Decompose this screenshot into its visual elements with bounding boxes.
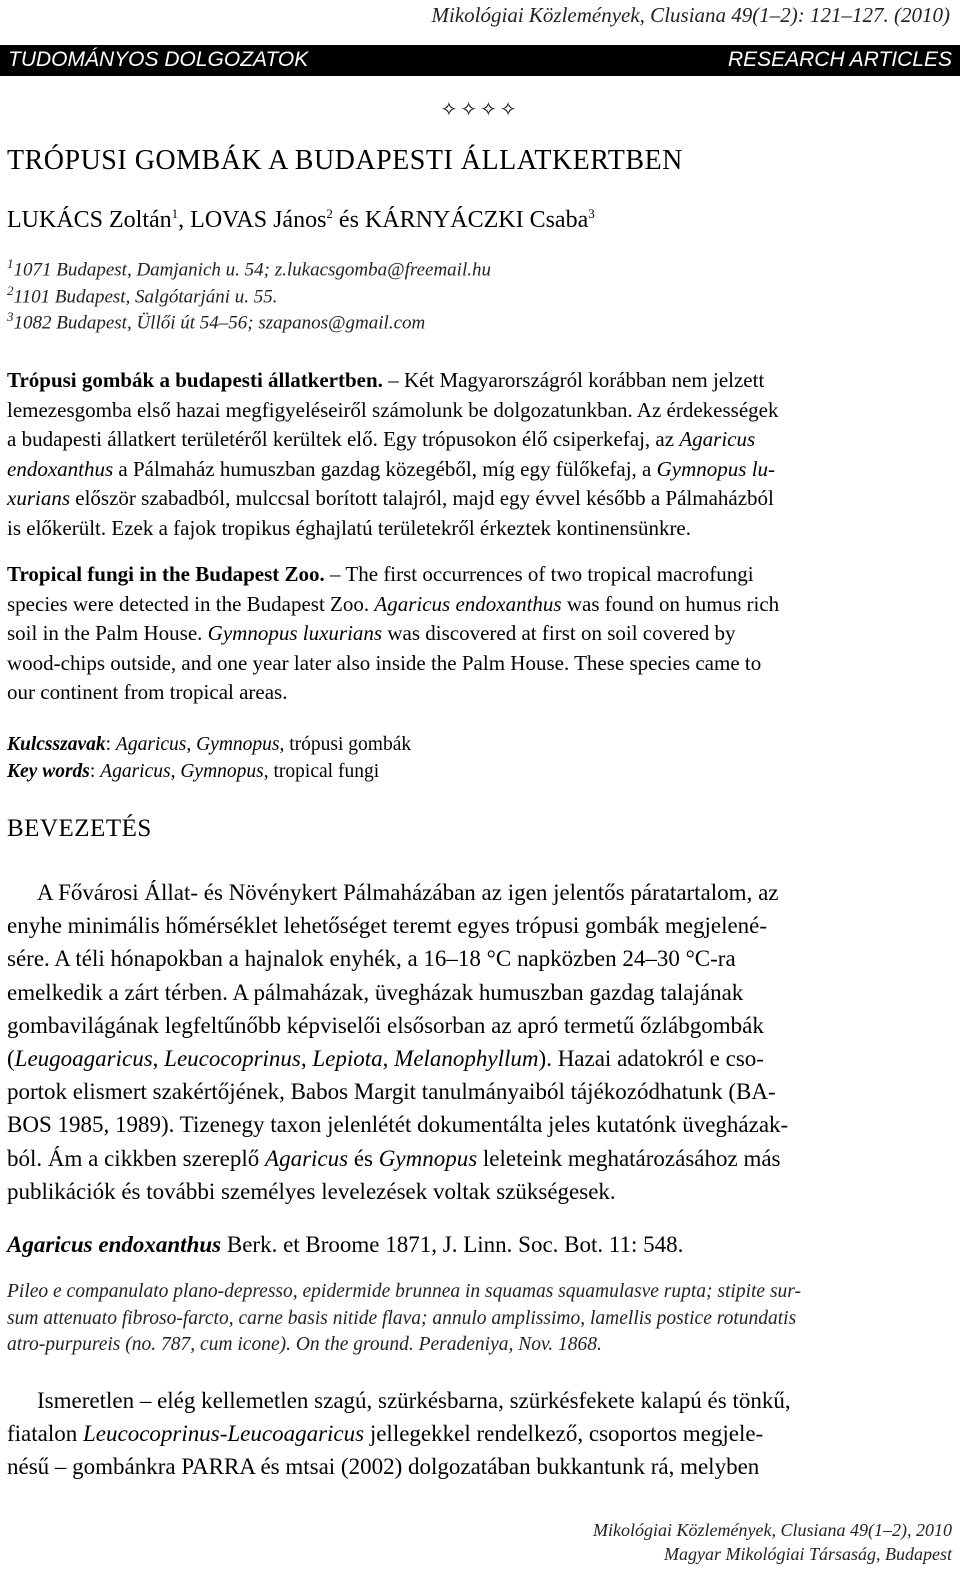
abstract-hungarian: Trópusi gombák a budapesti állatkertben. – Két Magyarországról korábban nem jelzett lemezesgomba első hazai megfigyeléseiről számolunk be dolgozatunkban. Az érdekességek a budapesti állatkert területéről kerültek elő. Egy trópusokon élő csiperkefaj, az Agaricus endoxanthus a Pálmaház humuszban gazdag közegéből, míg egy fülőkefaj, a Gymnopus lu- xurians először szabadból, mulccsal borított talajról, majd egy évvel később a Pálmaházból is előkerült. Ezek a fajok tropikus éghajlatú területekről érkeztek kontinensünkre. xyxy=(7,368,779,540)
species-heading: Agaricus endoxanthus Berk. et Broome 1871, J. Linn. Soc. Bot. 11: 548. xyxy=(7,1232,684,1257)
abstract-english: Tropical fungi in the Budapest Zoo. – The first occurrences of two tropical macrofungi species were detected in the Budapest Zoo. Agaricus endoxanthus was found on humus rich soil in the Palm House. Gymnopus luxurians was discovered at first on soil covered by wood-chips outside, and one year later also inside the Palm House. These species came to our continent from tropical areas. xyxy=(7,562,780,704)
introduction-paragraph: A Fővárosi Állat- és Növénykert Pálmaházában az igen jelentős páratartalom, az enyhe minimális hőmérséklet lehetőséget teremt egyes trópusi gombák megjelené- sére. A téli hónapokban a hajnalok enyhék, a 16–18 °C napközben 24–30 °C-ra emelkedik a zárt térben. A pálmaházak, üvegházak humuszban gazdag talajának gombavilágának legfeltűnőbb képviselői elsősorban az apró termetű őzlábgombák (Leugoagaricus, Leucocoprinus, Lepiota, Melanophyllum). Hazai adatokról e cso- portok elismert szakértőjének, Babos Margit tanulmányaiból tájékozódhatunk (BA- BOS 1985, 1989). Tizenegy taxon jelenlétét dokumentálta jeles kutatónk üvegházak- ból. Ám a cikkben szereplő Agaricus és Gymnopus leleteink meghatározásához más publikációk és további személyes levelezések voltak szükségesek. xyxy=(7,880,789,1204)
author-line: LUKÁCS Zoltán$^1$, LOVAS János$^2$ és KÁRNYÁCZKI Csaba$^3$ xyxy=(7,206,595,233)
banner-right-label: RESEARCH ARTICLES xyxy=(727,48,952,71)
author-name: KÁRNYÁCZKI Csaba xyxy=(364,207,589,233)
abstract-hu-title: Trópusi gombák a budapesti állatkertben. xyxy=(7,368,383,392)
author-name: LOVAS János xyxy=(190,207,327,233)
section-heading: BEVEZETÉS xyxy=(7,815,152,842)
latin-diagnosis: Pileo e companulato plano-depresso, epidermide brunnea in squamas squamulasve rupta; stipite sur- sum attenuato fibroso-farcto, carne basis nitide flava; annulo amplissimo, lamellis postice rotundatis atro-purpureis (no. 787, cum icone). On the ground. Peradeniya, Nov. 1868. xyxy=(7,1281,801,1355)
keywords-hungarian: Kulcsszavak: Agaricus, Gymnopus, trópusi gombák xyxy=(7,734,412,755)
ornament-icon: ✧✧✧✧ xyxy=(440,99,520,121)
keywords-english: Key words: Agaricus, Gymnopus, tropical fungi xyxy=(7,761,380,782)
author-sup: 3 xyxy=(588,206,595,221)
author-sup: 1 xyxy=(171,206,179,221)
affiliation: $^1$1071 Budapest, Damjanich u. 54; z.lukacsgomba@freemail.hu xyxy=(7,256,491,281)
footer-publisher: Magyar Mikológiai Társaság, Budapest xyxy=(664,1544,952,1564)
author-sup: 2 xyxy=(326,206,333,221)
section-banner xyxy=(0,45,960,76)
affiliation: $^3$1082 Budapest, Üllői út 54–56; szapanos@gmail.com xyxy=(7,309,426,334)
article-title: TRÓPUSI GOMBÁK A BUDAPESTI ÁLLATKERTBEN xyxy=(7,145,683,176)
banner-left-label: TUDOMÁNYOS DOLGOZATOK xyxy=(8,48,309,71)
author-name: LUKÁCS Zoltán xyxy=(7,207,172,233)
affiliation: $^2$1101 Budapest, Salgótarjáni u. 55. xyxy=(7,283,278,308)
abstract-en-title: Tropical fungi in the Budapest Zoo. xyxy=(7,562,325,586)
journal-reference: Mikológiai Közlemények, Clusiana 49(1–2): 121–127. (2010) xyxy=(431,3,950,27)
footer-journal: Mikológiai Közlemények, Clusiana 49(1–2), 2010 xyxy=(593,1520,952,1540)
body-paragraph: Ismeretlen – elég kellemetlen szagú, szürkésbarna, szürkésfekete kalapú és tönkű, fiatalon Leucocoprinus-Leucoagaricus jellegekkel rendelkező, csoportos megjele- nésű – gombánkra PARRA és mtsai (2002) dolgozatában bukkantunk rá, melyben xyxy=(7,1388,791,1480)
